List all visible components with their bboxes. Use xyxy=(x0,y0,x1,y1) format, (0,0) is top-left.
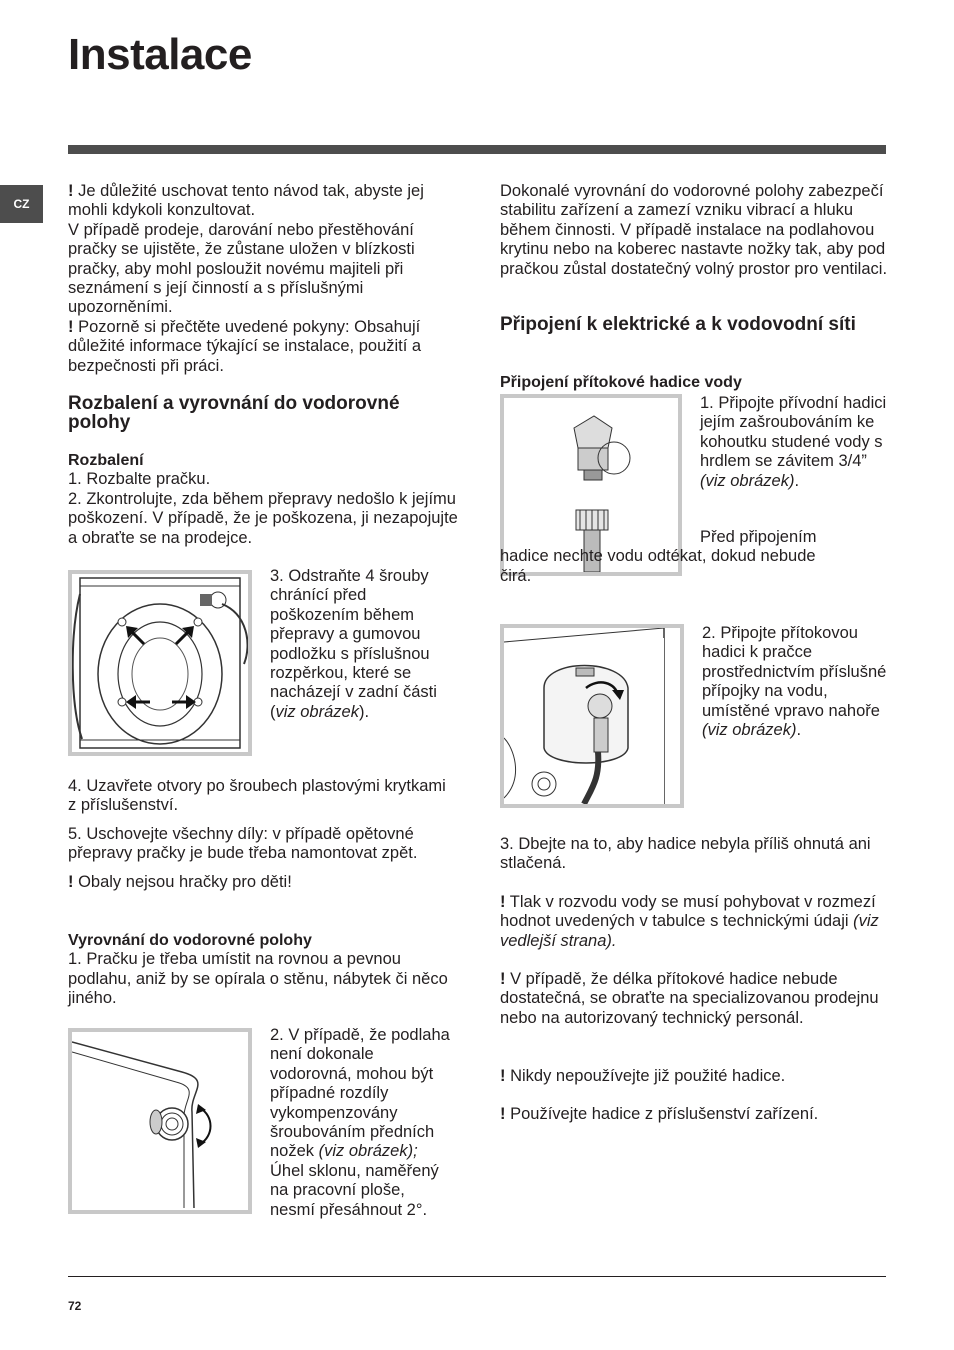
intro-paragraph-1: ! Je důležité uschovat tento návod tak, abyste jej mohli kdykoli konzultovat. xyxy=(68,182,424,220)
unpack-step-3: 3. Odstraňte 4 šrouby chránící před poškozením během přepravy a gumovou podložku s příslušnou rozpěrkou, které se nacházejí v zadní části (viz obrázek). xyxy=(270,567,437,721)
figure-adjustable-foot xyxy=(68,1028,252,1214)
section-heading-unpacking: Rozbalení a vyrovnání do vodorovné polohy xyxy=(68,393,400,433)
warning-pressure: ! Tlak v rozvodu vody se musí pohybovat v rozmezí hodnot uvedených v tabulce s technickými údaji (viz vedlejší strana). xyxy=(500,893,879,950)
intro-paragraph-2: V případě prodeje, darování nebo přestěhování pračky se ujistěte, že zůstane uložen v blízkosti pračky, aby mohl posloužit novému majiteli při seznámení s její činností a s příslušnými upozorněními. xyxy=(68,220,415,317)
unpack-step-2: 2. Zkontrolujte, zda během přepravy nedošlo k jejímu poškození. V případě, že je poškozena, ji nezapojujte a obraťte se na prodejce. xyxy=(68,489,458,547)
exclamation-icon: ! xyxy=(500,1105,506,1123)
exclamation-icon: ! xyxy=(68,182,74,200)
exclamation-icon: ! xyxy=(500,893,506,911)
warning-hose-length: ! V případě, že délka přítokové hadice nebude dostatečná, se obraťte na specializovanou prodejnu nebo na autorizovaný technický personál. xyxy=(500,970,879,1027)
language-tab: CZ xyxy=(0,185,43,223)
level-block xyxy=(68,931,458,1009)
unpack-step-4: 4. Uzavřete otvory po šroubech plastovými krytkami z příslušenství. xyxy=(68,777,446,815)
warning-accessory-hoses: ! Používejte hadice z příslušenství zařízení. xyxy=(500,1105,819,1123)
exclamation-icon: ! xyxy=(500,1067,506,1085)
page-number: 72 xyxy=(68,1299,82,1313)
hose-step-3: 3. Dbejte na to, aby hadice nebyla příliš ohnutá ani stlačená. xyxy=(500,835,871,873)
warning-children: ! Obaly nejsou hračky pro děti! xyxy=(68,872,292,891)
level-step-1: 1. Pračku je třeba umístit na rovnou a pevnou podlahu, aniž by se opírala o stěnu, nábytek či něco jiného. xyxy=(68,950,448,1008)
exclamation-icon: ! xyxy=(68,872,74,891)
hose-step-2: 2. Připojte přítokovou hadici k pračce prostřednictvím příslušné přípojky na vodu, umístěné vpravo nahoře (viz obrázek). xyxy=(702,624,887,740)
subheading-unpack: Rozbalení xyxy=(68,452,144,469)
unpack-steps-continued xyxy=(68,777,458,892)
warning-used-hoses: ! Nikdy nepoužívejte již použité hadice. xyxy=(500,1067,786,1085)
adjustable-foot-illustration xyxy=(72,1032,248,1210)
figure-washer-inlet xyxy=(500,624,684,808)
header-divider xyxy=(68,145,886,154)
left-intro xyxy=(68,182,458,376)
washer-inlet-illustration xyxy=(504,628,680,804)
section-heading-connection: Připojení k elektrické a k vodovodní síti xyxy=(500,314,856,335)
exclamation-icon: ! xyxy=(68,317,74,336)
page-title: Instalace xyxy=(68,30,252,79)
exclamation-icon: ! xyxy=(500,970,506,988)
unpack-step-5: 5. Uschovejte všechny díly: v případě opětovné přepravy pračky je bude třeba namontovat zpět. xyxy=(68,824,418,863)
subheading-level: Vyrovnání do vodorovné polohy xyxy=(68,932,312,949)
subheading-hose: Připojení přítokové hadice vody xyxy=(500,374,742,391)
right-level-paragraph: Dokonalé vyrovnání do vodorovné polohy zabezpečí stabilitu zařízení a zamezí vzniku vibrací a hluku během činnosti. V případě instalace na podlahovou krytinu nebo na koberec nastavte nožky tak, aby pod pračkou zůstal dostatečný volný prostor pro ventilaci. xyxy=(500,182,888,278)
unpack-block xyxy=(68,451,458,548)
figure-washer-back xyxy=(68,570,252,756)
intro-paragraph-3: ! Pozorně si přečtěte uvedené pokyny: Obsahují důležité informace týkající se instalace, použití a bezpečnosti při práci. xyxy=(68,317,422,375)
footer-divider xyxy=(68,1276,886,1277)
hose-step-1: 1. Připojte přívodní hadici jejím zašroubováním ke kohoutku studené vody s hrdlem se závitem 3/4” (viz obrázek). xyxy=(700,394,887,490)
washer-back-illustration xyxy=(72,574,248,752)
unpack-step-1: 1. Rozbalte pračku. xyxy=(68,470,211,489)
level-step-2: 2. V případě, že podlaha není dokonale vodorovná, mohou být případné rozdíly vykompenzovány šroubováním předních nožek (viz obrázek); Úhel sklonu, naměřený na pracovní ploše, nesmí přesáhnout 2°. xyxy=(270,1026,450,1219)
hose-step-1-note: Před připojením hadice nechte vodu odtékat, dokud nebude čirá. xyxy=(500,528,817,585)
